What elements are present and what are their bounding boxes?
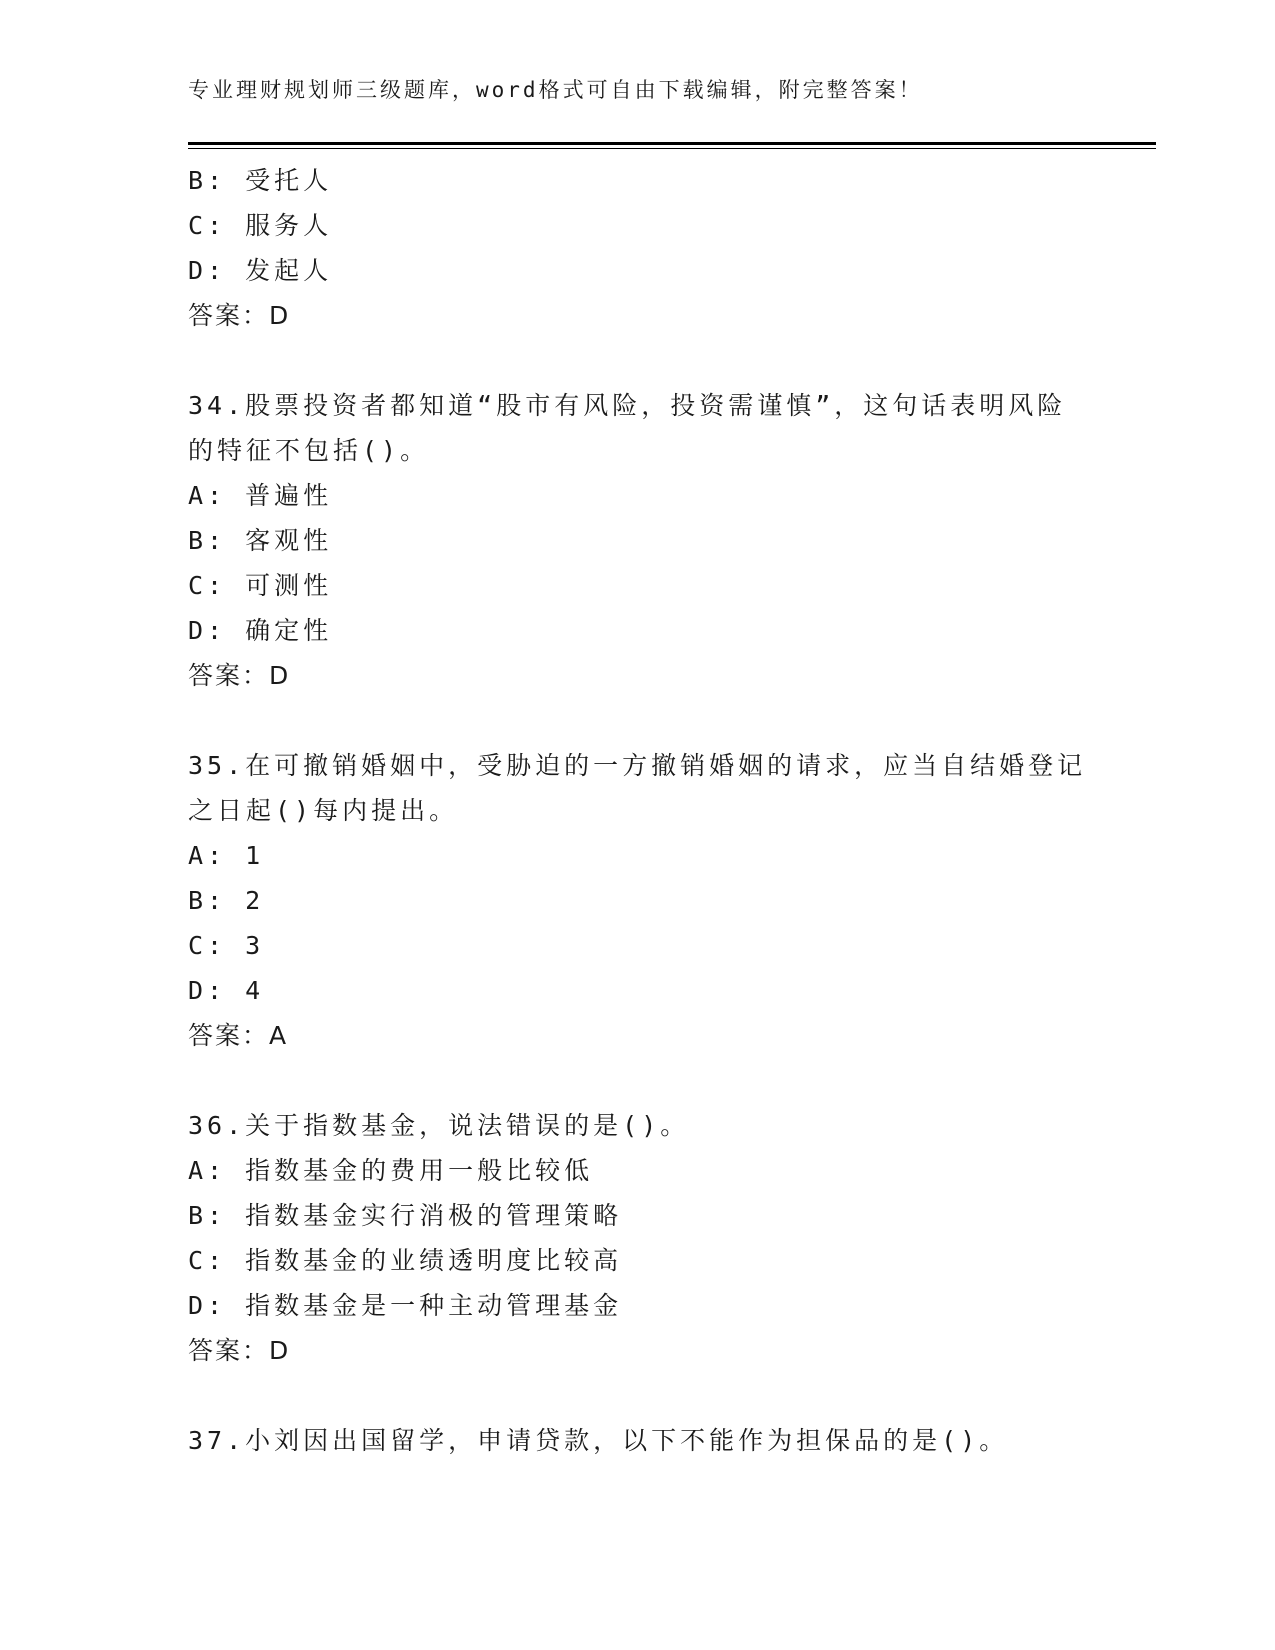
option-line: A: 指数基金的费用一般比较低 (188, 1156, 594, 1185)
option-line: C: 服务人 (188, 211, 333, 240)
question-text: 36.关于指数基金，说法错误的是()。 (188, 1111, 690, 1140)
option-line: A: 普遍性 (188, 481, 333, 510)
question-content (188, 158, 1108, 1463)
question-text: 34.股票投资者都知道“股市有风险，投资需谨慎”，这句话表明风险 (188, 391, 1067, 420)
option-line: D: 确定性 (188, 616, 333, 645)
page-header: 专业理财规划师三级题库，word格式可自由下载编辑，附完整答案！ (188, 78, 923, 102)
option-line: B: 受托人 (188, 166, 333, 195)
option-line: D: 4 (188, 976, 265, 1005)
answer-line: 答案：A (188, 1021, 289, 1050)
spacer (188, 338, 1108, 383)
option-line: D: 指数基金是一种主动管理基金 (188, 1291, 623, 1320)
option-line: D: 发起人 (188, 256, 333, 285)
option-line: A: 1 (188, 841, 265, 870)
question-text: 的特征不包括()。 (188, 436, 430, 465)
question-text: 之日起()每内提出。 (188, 796, 459, 825)
spacer (188, 1373, 1108, 1418)
option-line: C: 3 (188, 931, 265, 960)
spacer (188, 698, 1108, 743)
header-rule-thin (188, 148, 1156, 149)
question-text: 37.小刘因出国留学，申请贷款，以下不能作为担保品的是()。 (188, 1426, 1009, 1455)
answer-line: 答案：D (188, 301, 291, 330)
answer-line: 答案：D (188, 1336, 291, 1365)
option-line: B: 客观性 (188, 526, 333, 555)
option-line: C: 指数基金的业绩透明度比较高 (188, 1246, 623, 1275)
question-text: 35.在可撤销婚姻中，受胁迫的一方撤销婚姻的请求，应当自结婚登记 (188, 751, 1087, 780)
option-line: B: 2 (188, 886, 265, 915)
option-line: C: 可测性 (188, 571, 333, 600)
header-rule-thick (188, 142, 1156, 145)
option-line: B: 指数基金实行消极的管理策略 (188, 1201, 623, 1230)
answer-line: 答案：D (188, 661, 291, 690)
spacer (188, 1058, 1108, 1103)
